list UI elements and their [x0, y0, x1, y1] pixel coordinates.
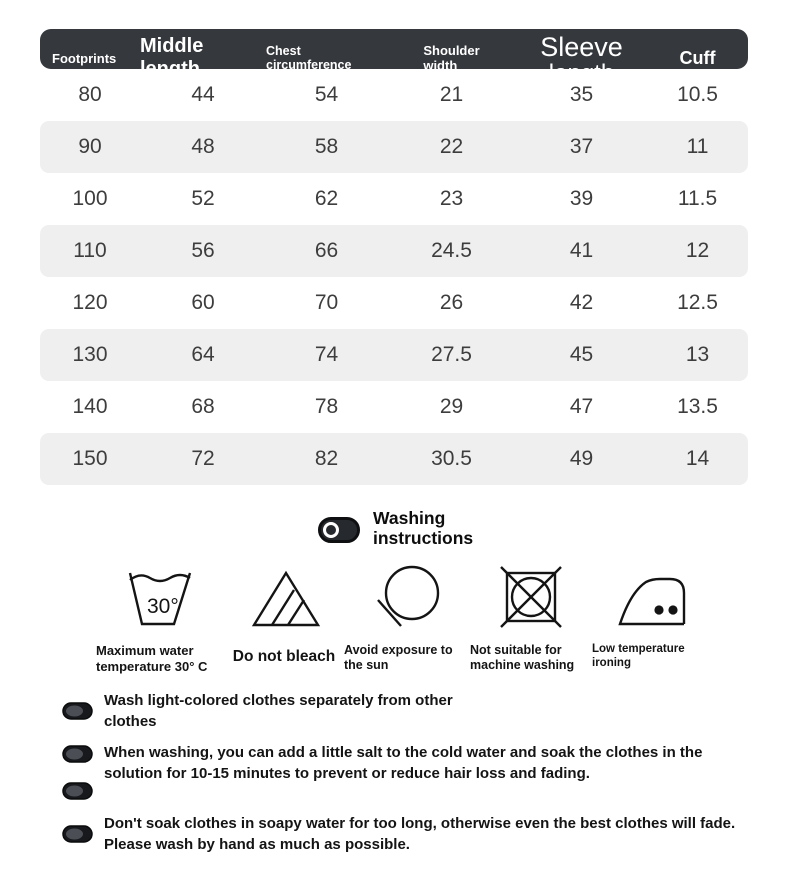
size-cell: 42: [569, 291, 594, 314]
care-note-text: When washing, you can add a little salt to the cold water and soak the clothes in the solution for 10-15 minutes to prevent or reduce hair loss and fading.: [104, 744, 703, 782]
size-cell: 45: [569, 343, 594, 366]
avoid-sun-icon: [370, 560, 444, 630]
bullet-pill-icon: [62, 782, 93, 800]
size-cell: 68: [191, 395, 215, 418]
size-cell: 41: [569, 239, 594, 262]
size-cell: 78: [314, 395, 339, 418]
care-note: [62, 690, 496, 732]
size-row-140: [40, 381, 748, 433]
care-note-text: Don't soak clothes in soapy water for too long, otherwise even the best clothes will fade. Please wash by hand as much as possible.: [104, 815, 736, 853]
size-cell: 47: [569, 395, 594, 418]
care-symbol-avoid-sun: [344, 560, 470, 674]
size-cell: 58: [314, 135, 339, 158]
bullet-pill-icon: [62, 745, 93, 763]
size-row-120: [40, 277, 748, 329]
care-symbol-label: Maximum water temperature 30° C: [96, 643, 208, 674]
bullet-pill-icon: [62, 825, 93, 843]
care-symbol-no-bleach: [224, 560, 344, 674]
care-symbols-row: [96, 560, 716, 674]
size-cell: 54: [314, 83, 339, 106]
col-header-sleeve-length: Sleeve length: [540, 32, 623, 87]
size-cell: 72: [191, 447, 215, 470]
col-header-footprints: Footprints: [52, 50, 117, 66]
care-note-text: Wash light-colored clothes separately from other clothes: [104, 692, 453, 730]
size-cell: 12: [685, 239, 710, 262]
care-symbol-label: Not suitable for machine washing: [470, 643, 575, 672]
size-row-100: [40, 173, 748, 225]
size-cell: 52: [191, 187, 215, 210]
care-symbol-label: Do not bleach: [232, 648, 336, 665]
size-cell: 60: [191, 291, 215, 314]
size-cell: 70: [314, 291, 339, 314]
size-cell: 14: [685, 447, 710, 470]
do-not-bleach-icon: [246, 560, 322, 630]
col-header-cuff: Cuff: [679, 47, 716, 68]
size-row-110: [40, 225, 748, 277]
size-cell: 30.5: [431, 447, 472, 470]
size-cell: 64: [191, 343, 215, 366]
size-cell: 26: [439, 291, 464, 314]
size-cell: 35: [569, 83, 594, 106]
size-cell: 140: [72, 395, 108, 418]
size-cell: 11: [686, 135, 709, 158]
size-cell: 13: [685, 343, 710, 366]
care-note: [62, 813, 749, 855]
low-iron-icon: [612, 560, 694, 630]
size-cell: 24.5: [431, 239, 472, 262]
size-row-150: [40, 433, 748, 485]
washing-instructions-heading: [318, 508, 473, 548]
bullet-pill-icon: [62, 702, 93, 720]
size-cell: 82: [314, 447, 339, 470]
size-cell: 90: [78, 135, 102, 158]
size-cell: 10.5: [677, 83, 718, 106]
size-row-80: [40, 69, 748, 121]
svg-text:30°: 30°: [147, 595, 179, 618]
size-cell: 11.5: [677, 187, 718, 210]
care-symbol-max-temp: [96, 560, 224, 674]
size-cell: 21: [439, 83, 464, 106]
size-cell: 23: [439, 187, 464, 210]
size-cell: 12.5: [677, 291, 718, 314]
size-cell: 39: [569, 187, 594, 210]
no-machine-wash-icon: [492, 560, 570, 630]
size-cell: 44: [191, 83, 215, 106]
size-cell: 66: [314, 239, 339, 262]
col-header-chest-circumference: Chest circumference: [266, 44, 352, 72]
size-cell: 120: [72, 291, 108, 314]
size-table: [40, 29, 748, 485]
size-cell: 22: [439, 135, 464, 158]
size-cell: 48: [191, 135, 215, 158]
care-note: [62, 742, 764, 784]
size-table-header: [40, 29, 748, 87]
size-cell: 37: [569, 135, 594, 158]
size-cell: 150: [72, 447, 108, 470]
size-cell: 130: [72, 343, 108, 366]
size-row-130: [40, 329, 748, 381]
size-cell: 80: [78, 83, 102, 106]
size-cell: 49: [569, 447, 594, 470]
care-symbol-label: Low temperature ironing: [592, 643, 685, 669]
care-symbol-low-iron: [592, 560, 714, 674]
col-header-middle-length: Middle length: [140, 35, 204, 80]
care-symbol-no-machine-wash: [470, 560, 592, 674]
toggle-pill-icon: [318, 517, 360, 543]
size-cell: 74: [314, 343, 339, 366]
size-table-body: [40, 69, 748, 485]
size-cell: 29: [439, 395, 464, 418]
size-cell: 56: [191, 239, 215, 262]
size-cell: 13.5: [677, 395, 718, 418]
washing-instructions-title: Washing instructions: [373, 508, 474, 548]
size-cell: 110: [73, 239, 107, 262]
size-row-90: [40, 121, 748, 173]
size-cell: 100: [72, 187, 108, 210]
col-header-shoulder-width: Shoulder width: [423, 43, 480, 73]
wash-tub-30-icon: [122, 560, 198, 630]
size-cell: 27.5: [431, 343, 472, 366]
size-cell: 62: [314, 187, 339, 210]
care-symbol-label: Avoid exposure to the sun: [344, 643, 453, 672]
